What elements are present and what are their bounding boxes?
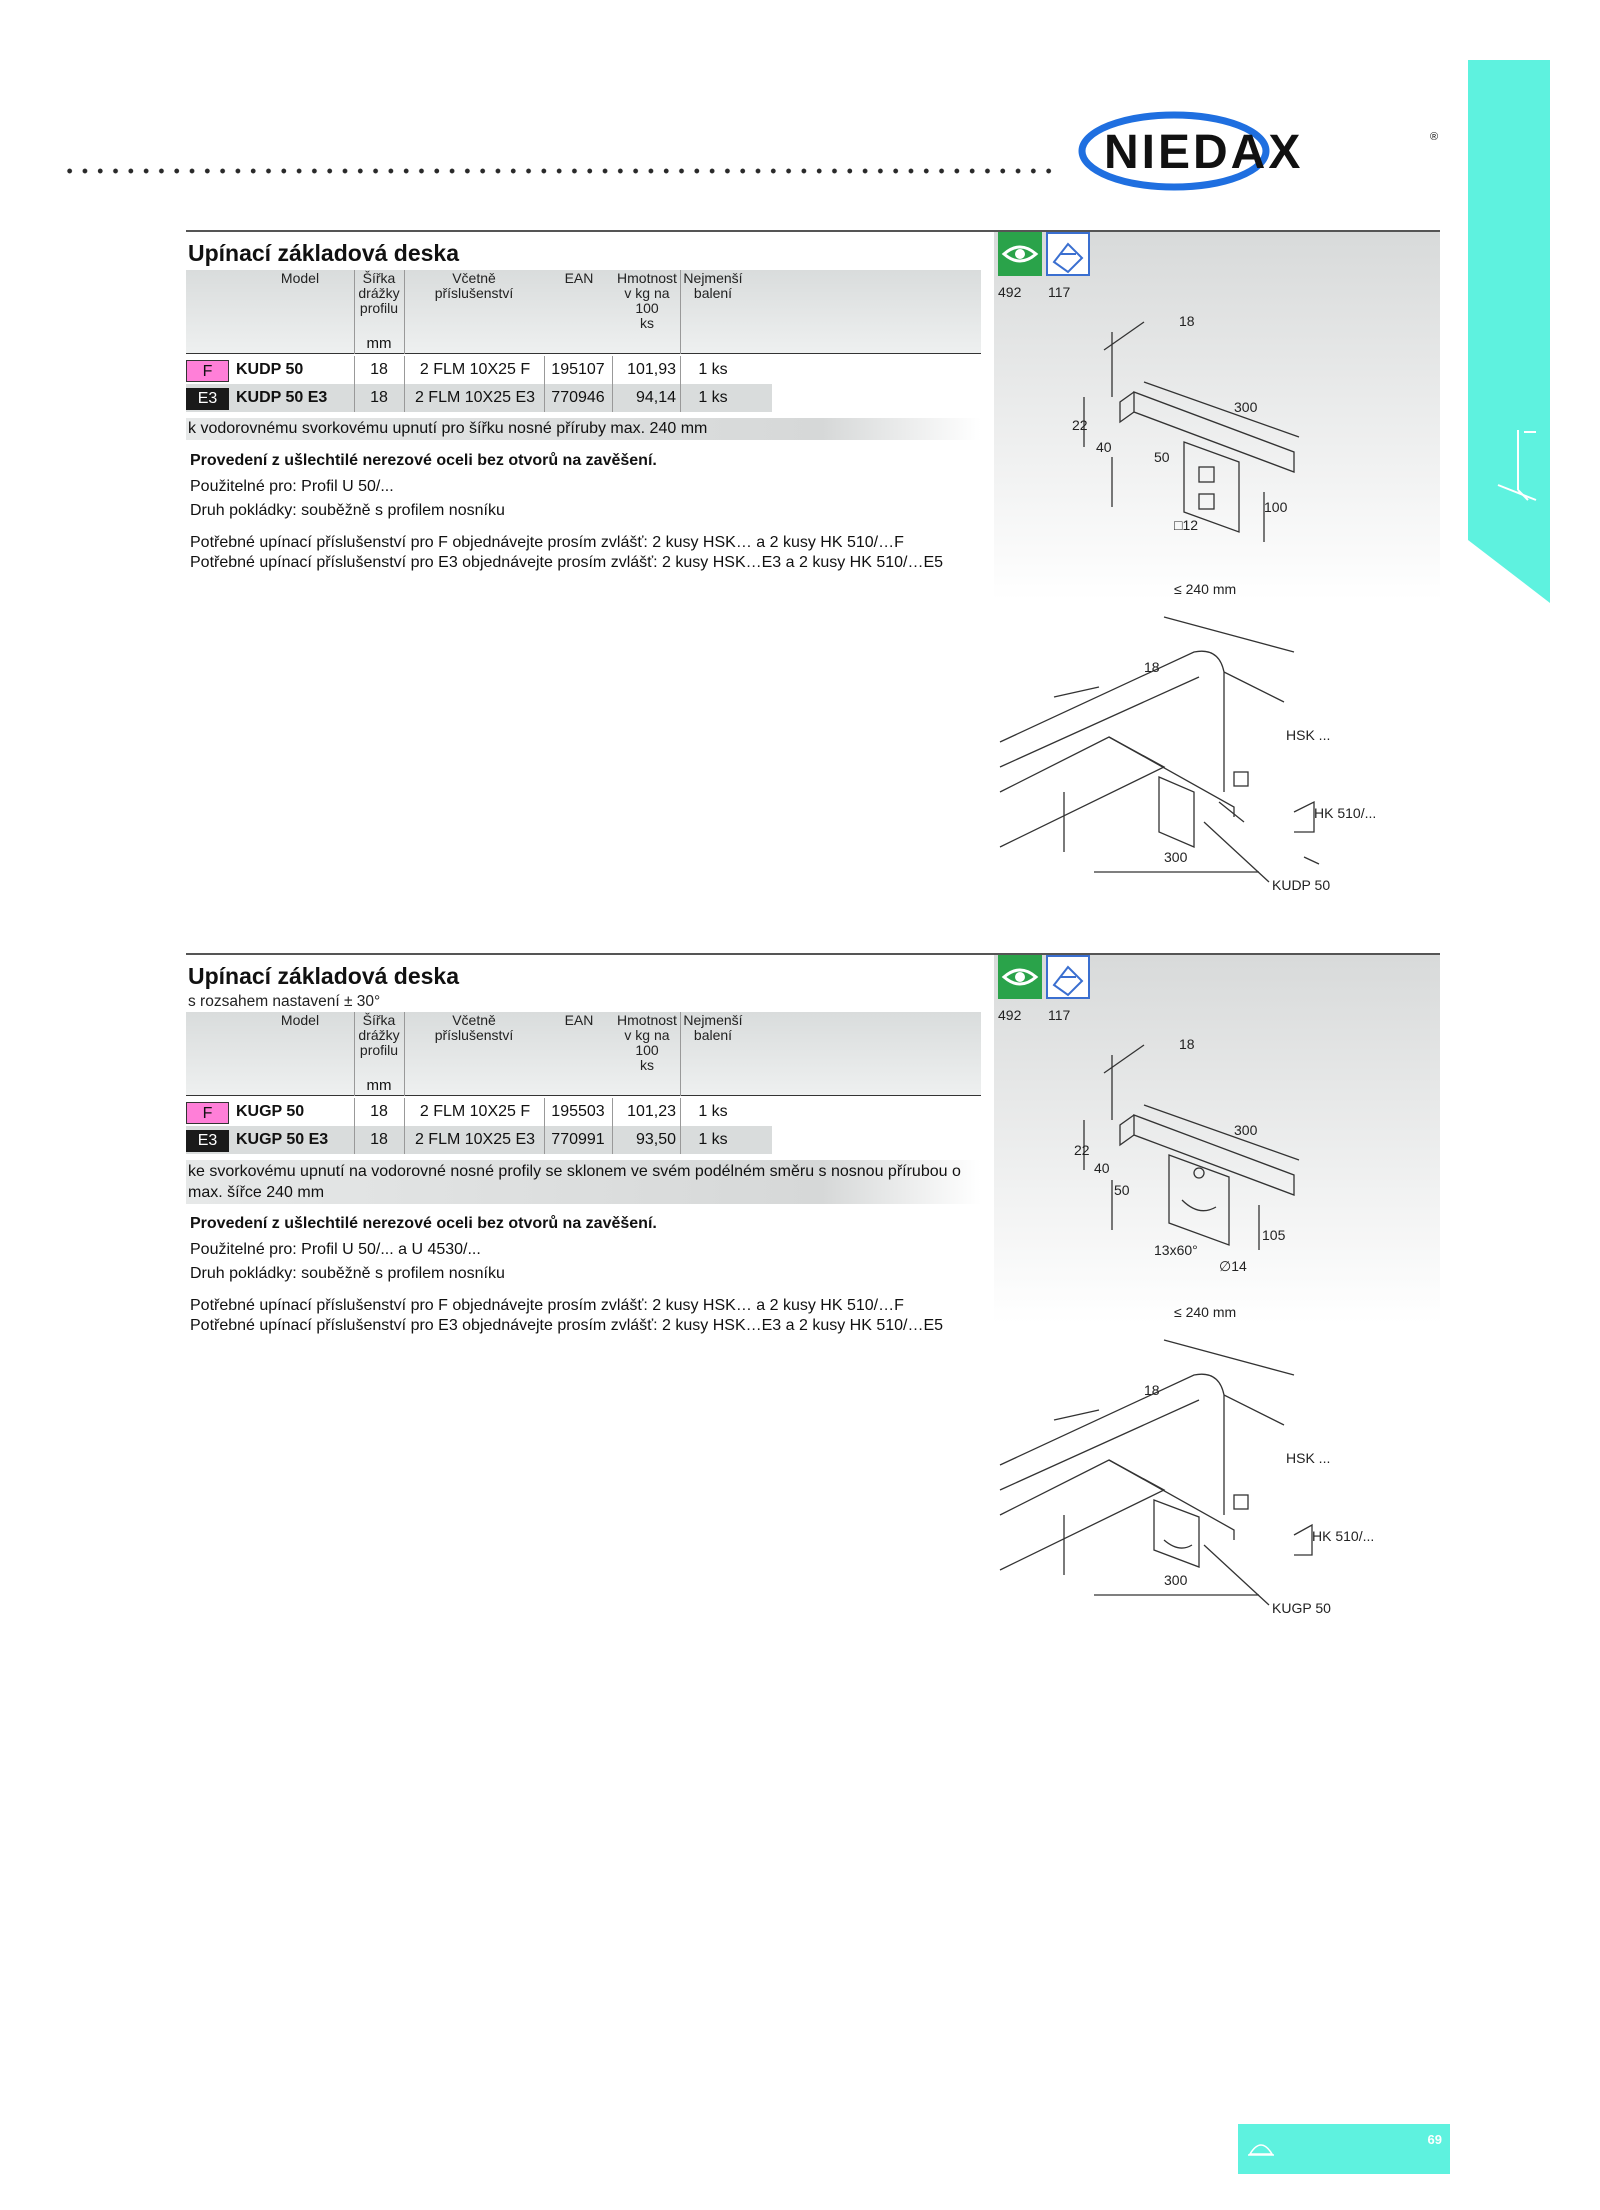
width-cell: 18: [370, 1131, 388, 1148]
table-row: [186, 384, 772, 412]
col-width: Šířka drážky profilu: [358, 270, 400, 316]
dim-label: 40: [1096, 439, 1112, 455]
icon-ref: 492: [998, 1007, 1022, 1023]
svg-text:NIEDAX: NIEDAX: [1104, 126, 1304, 179]
dim-label: 300: [1164, 849, 1188, 865]
dim-label: 40: [1094, 1160, 1110, 1176]
ean-cell: 770946: [551, 389, 605, 406]
width-cell: 18: [370, 389, 388, 406]
page-footer: [1238, 2124, 1450, 2174]
accessories-cell: 2 FLM 10X25 E3: [414, 389, 536, 406]
dim-label: ∅14: [1219, 1258, 1247, 1274]
ean-cell: 770991: [551, 1131, 605, 1148]
table-header: [186, 270, 981, 354]
weight-cell: 101,93: [627, 361, 676, 378]
dim-label: 22: [1072, 417, 1088, 433]
plate-drawing: [994, 232, 1440, 902]
icon-ref: 492: [998, 284, 1022, 300]
dim-label: ≤ 240 mm: [1174, 1304, 1237, 1320]
col-pack: Nejmenší balení: [683, 1012, 743, 1043]
pack-cell: 1 ks: [698, 361, 728, 378]
dim-label: 100: [1264, 499, 1288, 515]
dim-label: ≤ 240 mm: [1174, 581, 1237, 597]
dim-label: 18: [1179, 1036, 1195, 1052]
col-weight: Hmotnost v kg na 100 ks: [617, 270, 677, 331]
model-cell: KUGP 50 E3: [236, 1131, 329, 1148]
pack-cell: 1 ks: [698, 389, 728, 406]
section-subtitle: s rozsahem nastavení ± 30°: [188, 993, 381, 1010]
needed-f-text: Potřebné upínací příslušenství pro F objednávejte prosím zvlášť: 2 kusy HSK… a 2 kusy HK 510/…F: [190, 534, 904, 551]
niedax-logo: [1078, 110, 1442, 192]
accessories-cell: 2 FLM 10X25 F: [419, 361, 531, 378]
model-cell: KUDP 50: [236, 361, 304, 378]
col-ean: EAN: [564, 270, 594, 286]
pack-cell: 1 ks: [698, 1131, 728, 1148]
dim-label: HK 510/...: [1312, 1528, 1375, 1544]
dim-label: 18: [1144, 1382, 1160, 1398]
model-cell: KUGP 50: [236, 1103, 305, 1120]
finish-tag: F: [186, 360, 229, 382]
icon-ref: 117: [1048, 284, 1071, 300]
material-text: Provedení z ušlechtilé nerezové oceli bez otvorů na zavěšení.: [190, 452, 657, 469]
col-width: Šířka drážky profilu: [358, 1012, 400, 1058]
pack-cell: 1 ks: [698, 1103, 728, 1120]
dim-label: HK 510/...: [1314, 805, 1377, 821]
laying-text: Druh pokládky: souběžně s profilem nosníku: [190, 1265, 505, 1282]
dim-label: HSK ...: [1286, 727, 1331, 743]
table-row: [186, 1098, 772, 1126]
needed-e3-text: Potřebné upínací příslušenství pro E3 objednávejte prosím zvlášť: 2 kusy HSK…E3 a 2 kusy HK 510/…E5: [190, 554, 944, 571]
section-title: Upínací základová deska: [188, 963, 460, 989]
col-model: Model: [280, 270, 320, 286]
finish-tag: E3: [186, 388, 229, 410]
col-unit: mm: [366, 1077, 392, 1094]
header-dotted-line: [62, 168, 1060, 174]
finish-tag: F: [186, 1102, 229, 1124]
width-cell: 18: [370, 1103, 388, 1120]
dim-label: 18: [1179, 313, 1195, 329]
accessories-cell: 2 FLM 10X25 E3: [414, 1131, 536, 1148]
ean-cell: 195107: [551, 361, 605, 378]
col-accessories: Včetně příslušenství: [434, 270, 514, 301]
table-header: [186, 1012, 981, 1096]
dim-label: 50: [1154, 449, 1170, 465]
col-pack: Nejmenší balení: [683, 270, 743, 301]
svg-text:®: ®: [1430, 131, 1439, 143]
dim-label: □12: [1174, 517, 1199, 533]
width-cell: 18: [370, 361, 388, 378]
dim-label: 300: [1234, 1122, 1258, 1138]
dim-label: 105: [1262, 1227, 1286, 1243]
col-weight: Hmotnost v kg na 100 ks: [617, 1012, 677, 1073]
table-row: [186, 1126, 772, 1154]
table-row: [186, 356, 772, 384]
needed-e3-text: Potřebné upínací příslušenství pro E3 objednávejte prosím zvlášť: 2 kusy HSK…E3 a 2 kusy HK 510/…E5: [190, 1317, 944, 1334]
dim-label: KUDP 50: [1272, 877, 1331, 893]
dim-label: 13x60°: [1154, 1242, 1198, 1258]
page-number: 69: [1427, 2132, 1442, 2147]
laying-text: Druh pokládky: souběžně s profilem nosníku: [190, 502, 505, 519]
application-note: ke svorkovému upnutí na vodorovné nosné profily se sklonem ve svém podélném směru s nosnou přírubou o max. šířce 240 mm: [186, 1160, 981, 1204]
dim-label: 50: [1114, 1182, 1130, 1198]
model-cell: KUDP 50 E3: [236, 389, 328, 406]
technical-drawing-panel: [994, 955, 1440, 1625]
bell-icon: [1246, 2134, 1276, 2160]
needed-f-text: Potřebné upínací příslušenství pro F objednávejte prosím zvlášť: 2 kusy HSK… a 2 kusy HK 510/…F: [190, 1297, 904, 1314]
section-title: Upínací základová deska: [188, 240, 460, 266]
application-note: k vodorovnému svorkovému upnutí pro šířku nosné příruby max. 240 mm: [186, 418, 981, 440]
ean-cell: 195503: [551, 1103, 605, 1120]
weight-cell: 93,50: [635, 1131, 676, 1148]
finish-tag: E3: [186, 1130, 229, 1152]
dim-label: 300: [1234, 399, 1258, 415]
technical-drawing-panel: [994, 232, 1440, 902]
dim-label: 22: [1074, 1142, 1090, 1158]
accessories-cell: 2 FLM 10X25 F: [419, 1103, 531, 1120]
material-text: Provedení z ušlechtilé nerezové oceli bez otvorů na zavěšení.: [190, 1215, 657, 1232]
plate-drawing: [994, 955, 1440, 1625]
weight-cell: 94,14: [635, 389, 676, 406]
dim-label: KUGP 50: [1272, 1600, 1331, 1616]
weight-cell: 101,23: [627, 1103, 676, 1120]
dim-label: 18: [1144, 659, 1160, 675]
col-unit: mm: [366, 335, 392, 352]
usable-text: Použitelné pro: Profil U 50/... a U 4530/...: [190, 1241, 481, 1258]
dim-label: 300: [1164, 1572, 1188, 1588]
col-model: Model: [280, 1012, 320, 1028]
col-ean: EAN: [564, 1012, 594, 1028]
dim-label: HSK ...: [1286, 1450, 1331, 1466]
col-accessories: Včetně příslušenství: [434, 1012, 514, 1043]
usable-text: Použitelné pro: Profil U 50/...: [190, 478, 394, 495]
icon-ref: 117: [1048, 1007, 1071, 1023]
chapter-tab: [1468, 60, 1550, 603]
